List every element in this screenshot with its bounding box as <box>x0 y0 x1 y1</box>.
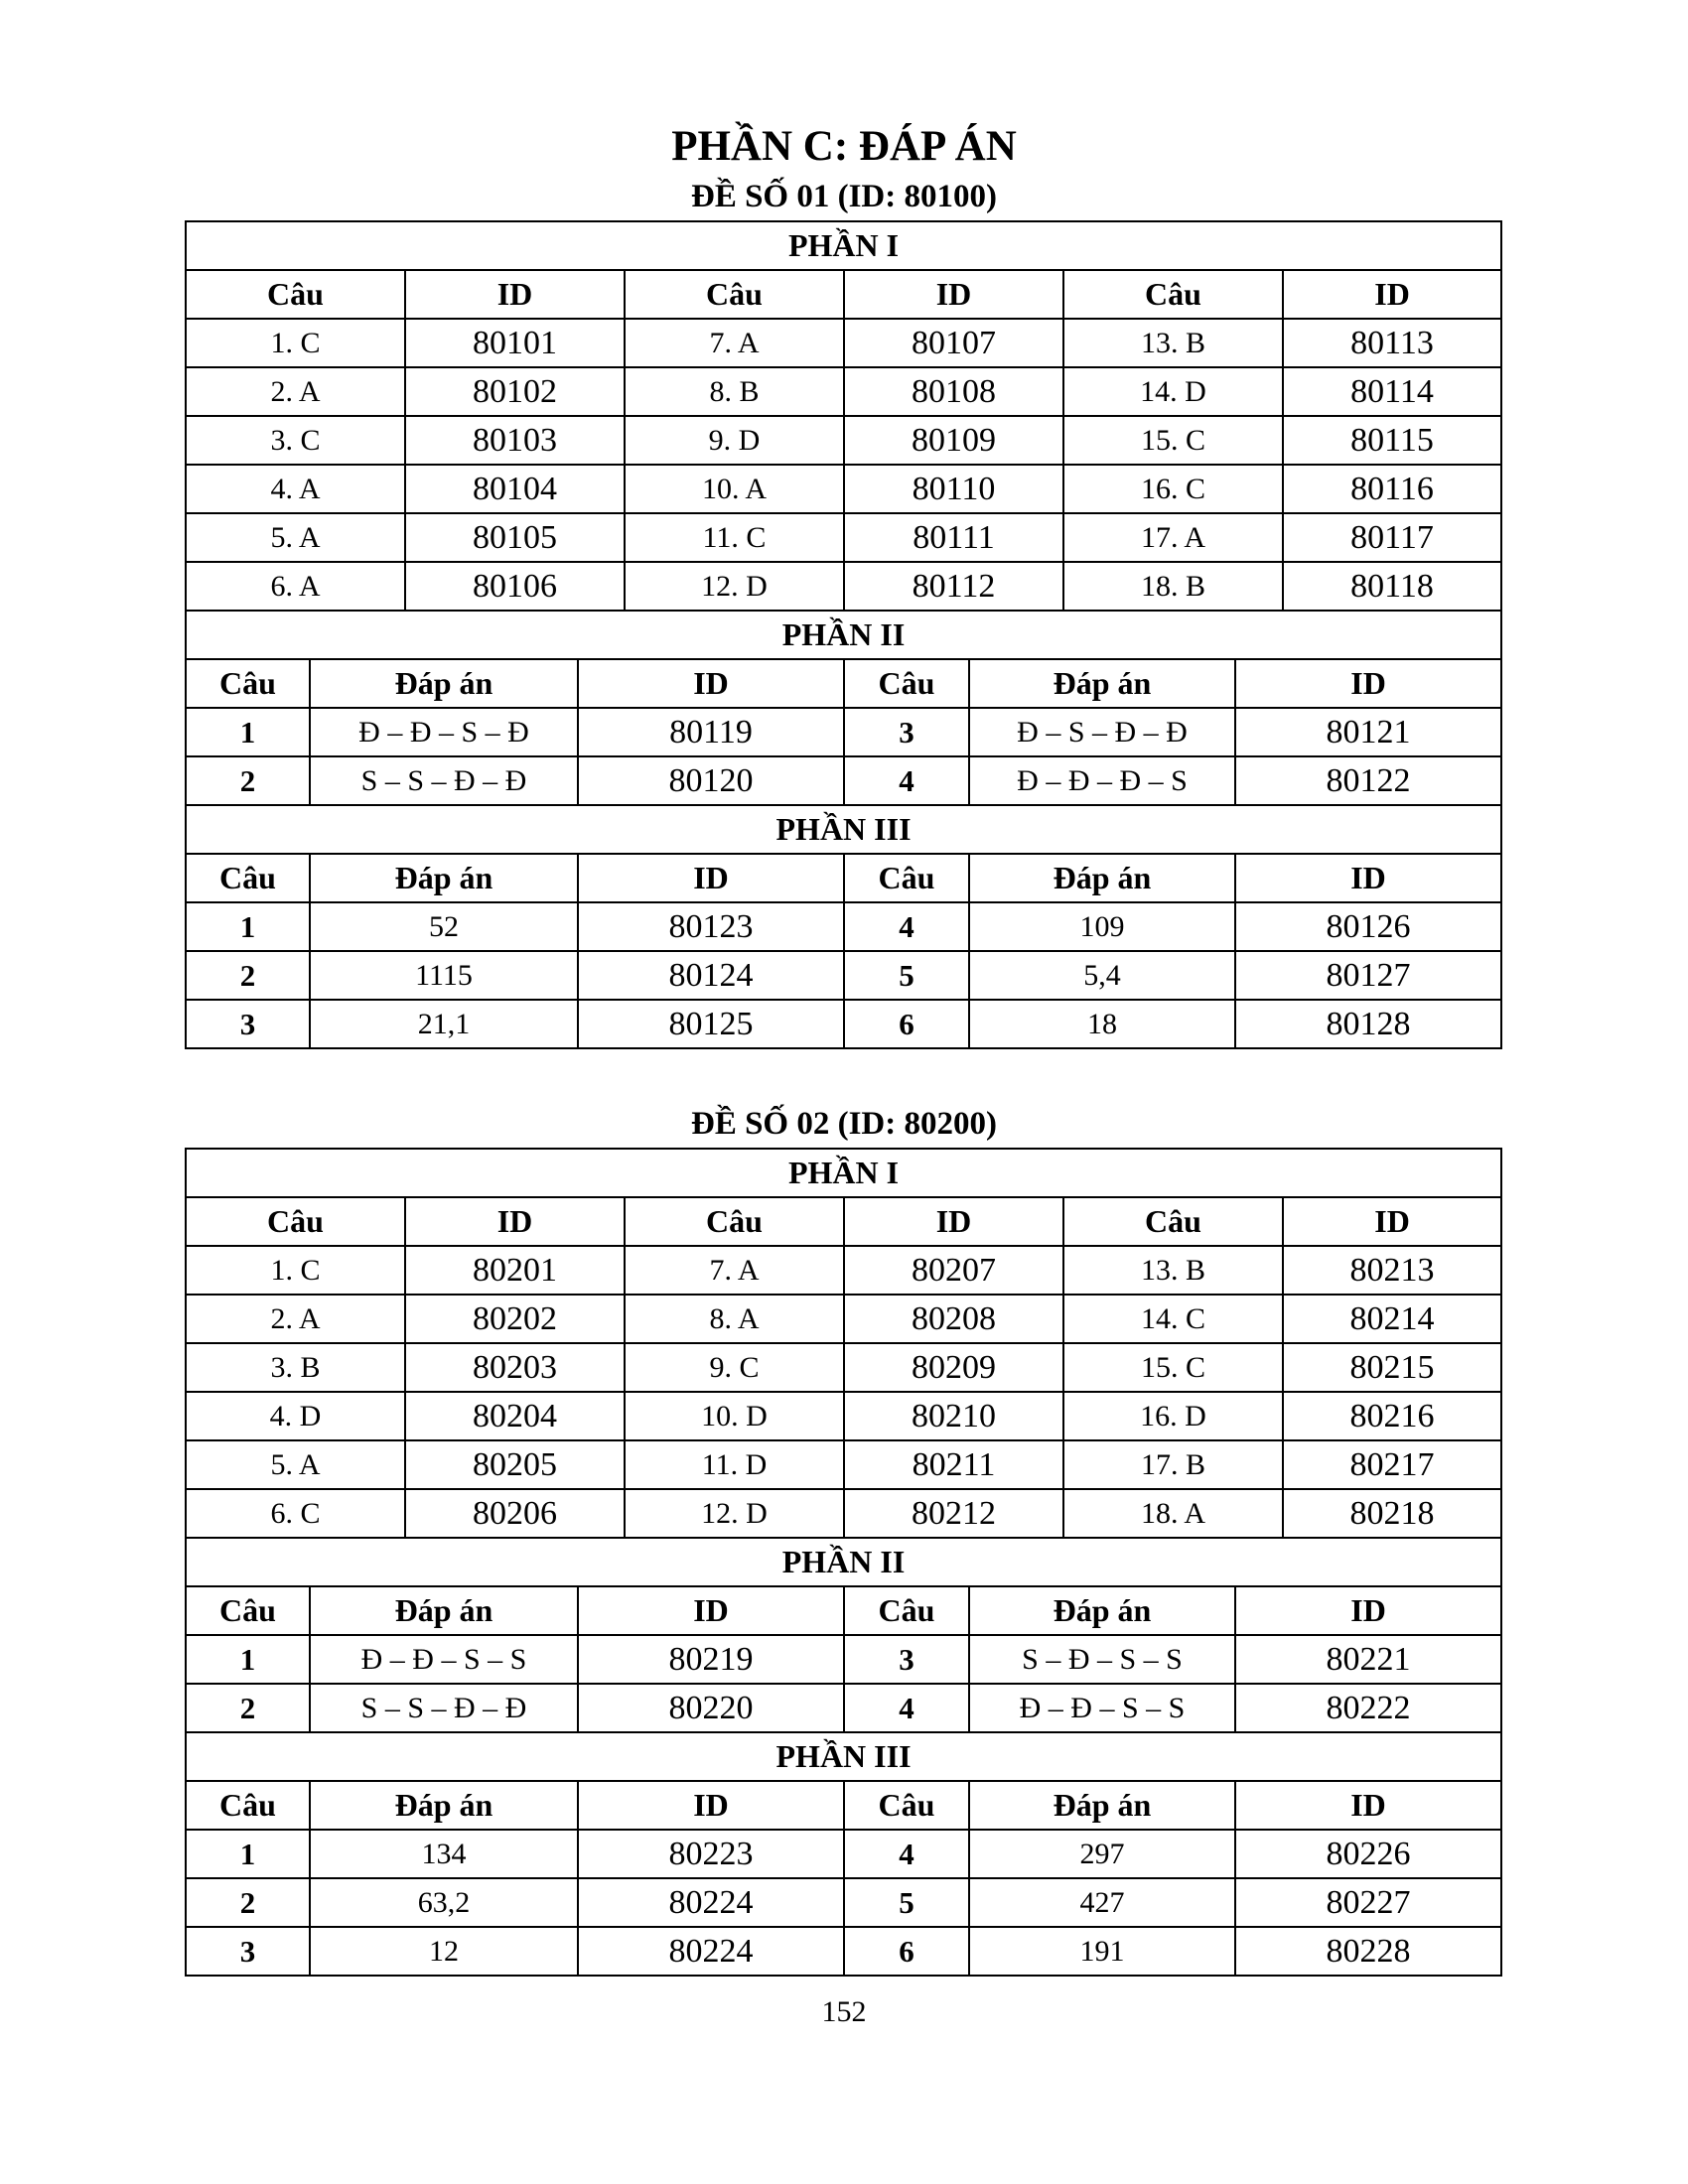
table-row <box>186 1295 1501 1343</box>
question-id: 80107 <box>844 319 1063 367</box>
table-row <box>186 1343 1501 1392</box>
question-id: 80217 <box>1283 1440 1501 1489</box>
column-header: Đáp án <box>310 1586 578 1635</box>
question-id: 80211 <box>844 1440 1063 1489</box>
question-answer: 6. C <box>186 1489 405 1538</box>
table-row <box>186 708 1501 756</box>
question-answer: S – Đ – S – S <box>969 1635 1235 1684</box>
section-title-row <box>186 1733 1501 1781</box>
column-header: Đáp án <box>969 1586 1235 1635</box>
question-id: 80227 <box>1235 1878 1501 1927</box>
question-answer: 15. C <box>1063 416 1283 465</box>
question-answer: S – S – Đ – Đ <box>310 756 578 805</box>
question-number: 4 <box>844 1684 969 1732</box>
table-row <box>186 319 1501 367</box>
header-row <box>186 270 1501 319</box>
question-id: 80103 <box>405 416 625 465</box>
column-header: ID <box>578 1586 844 1635</box>
question-answer: 12 <box>310 1927 578 1976</box>
section-title: PHẦN I <box>186 221 1501 270</box>
column-header: Câu <box>186 1197 405 1246</box>
column-header: ID <box>1235 1586 1501 1635</box>
column-header: ID <box>1235 1781 1501 1830</box>
question-answer: 5. A <box>186 1440 405 1489</box>
question-answer: 10. D <box>625 1392 844 1440</box>
question-id: 80113 <box>1283 319 1501 367</box>
table-row <box>186 1246 1501 1295</box>
question-answer: 4. D <box>186 1392 405 1440</box>
question-number: 5 <box>844 951 969 1000</box>
question-id: 80224 <box>578 1927 844 1976</box>
question-answer: 13. B <box>1063 319 1283 367</box>
question-answer: 11. C <box>625 513 844 562</box>
question-id: 80105 <box>405 513 625 562</box>
question-id: 80118 <box>1283 562 1501 611</box>
question-id: 80109 <box>844 416 1063 465</box>
question-answer: Đ – Đ – S – Đ <box>310 708 578 756</box>
question-answer: 134 <box>310 1830 578 1878</box>
question-id: 80106 <box>405 562 625 611</box>
question-answer: 7. A <box>625 319 844 367</box>
question-answer: 3. C <box>186 416 405 465</box>
table-row <box>186 902 1501 951</box>
column-header: Câu <box>844 1586 969 1635</box>
question-answer: 1115 <box>310 951 578 1000</box>
table-row <box>186 465 1501 513</box>
question-answer: 297 <box>969 1830 1235 1878</box>
table-row <box>186 1878 1501 1927</box>
question-answer: S – S – Đ – Đ <box>310 1684 578 1732</box>
question-id: 80115 <box>1283 416 1501 465</box>
column-header: ID <box>405 1197 625 1246</box>
section-title: PHẦN III <box>186 1733 1501 1781</box>
column-header: Đáp án <box>310 1781 578 1830</box>
question-answer: 9. D <box>625 416 844 465</box>
column-header: Câu <box>186 1586 310 1635</box>
table-row <box>186 1635 1501 1684</box>
table-row <box>186 756 1501 805</box>
question-number: 2 <box>186 951 310 1000</box>
question-number: 4 <box>844 756 969 805</box>
header-row <box>186 854 1501 902</box>
question-id: 80207 <box>844 1246 1063 1295</box>
question-answer: 1. C <box>186 1246 405 1295</box>
question-answer: 52 <box>310 902 578 951</box>
header-row <box>186 1586 1501 1635</box>
column-header: Câu <box>186 854 310 902</box>
question-id: 80114 <box>1283 367 1501 416</box>
column-header: Câu <box>186 270 405 319</box>
question-id: 80206 <box>405 1489 625 1538</box>
question-number: 3 <box>844 708 969 756</box>
answer-key-exam-02 <box>185 1148 1500 1977</box>
question-answer: 63,2 <box>310 1878 578 1927</box>
page-title: PHẦN C: ĐÁP ÁN <box>671 123 1017 170</box>
question-answer: Đ – Đ – S – S <box>310 1635 578 1684</box>
part3-table <box>185 1733 1502 1977</box>
question-id: 80218 <box>1283 1489 1501 1538</box>
question-answer: 14. D <box>1063 367 1283 416</box>
question-answer: 427 <box>969 1878 1235 1927</box>
column-header: Câu <box>844 1781 969 1830</box>
column-header: ID <box>578 659 844 708</box>
question-answer: 2. A <box>186 367 405 416</box>
question-answer: 5. A <box>186 513 405 562</box>
column-header: ID <box>1235 659 1501 708</box>
section-title-row <box>186 806 1501 854</box>
question-number: 3 <box>844 1635 969 1684</box>
question-number: 3 <box>186 1000 310 1048</box>
question-id: 80117 <box>1283 513 1501 562</box>
question-id: 80104 <box>405 465 625 513</box>
question-id: 80219 <box>578 1635 844 1684</box>
question-id: 80125 <box>578 1000 844 1048</box>
section-title-row <box>186 221 1501 270</box>
question-id: 80224 <box>578 1878 844 1927</box>
column-header: Câu <box>844 854 969 902</box>
header-row <box>186 1781 1501 1830</box>
column-header: Câu <box>625 270 844 319</box>
question-id: 80209 <box>844 1343 1063 1392</box>
column-header: Câu <box>844 659 969 708</box>
question-number: 3 <box>186 1927 310 1976</box>
question-id: 80221 <box>1235 1635 1501 1684</box>
question-id: 80128 <box>1235 1000 1501 1048</box>
question-answer: 14. C <box>1063 1295 1283 1343</box>
question-answer: 13. B <box>1063 1246 1283 1295</box>
question-id: 80202 <box>405 1295 625 1343</box>
section-title-row <box>186 1149 1501 1197</box>
question-id: 80116 <box>1283 465 1501 513</box>
table-row <box>186 1830 1501 1878</box>
table-row <box>186 1000 1501 1048</box>
question-number: 1 <box>186 708 310 756</box>
column-header: ID <box>844 270 1063 319</box>
column-header: Câu <box>186 659 310 708</box>
column-header: ID <box>1283 270 1501 319</box>
question-answer: 17. A <box>1063 513 1283 562</box>
question-answer: 6. A <box>186 562 405 611</box>
question-id: 80228 <box>1235 1927 1501 1976</box>
question-id: 80108 <box>844 367 1063 416</box>
question-answer: 10. A <box>625 465 844 513</box>
column-header: Đáp án <box>969 854 1235 902</box>
column-header: Câu <box>1063 270 1283 319</box>
part1-table <box>185 220 1502 612</box>
question-id: 80123 <box>578 902 844 951</box>
question-number: 2 <box>186 1684 310 1732</box>
question-answer: 191 <box>969 1927 1235 1976</box>
column-header: ID <box>578 854 844 902</box>
question-id: 80101 <box>405 319 625 367</box>
column-header: ID <box>844 1197 1063 1246</box>
question-number: 1 <box>186 1635 310 1684</box>
question-answer: 5,4 <box>969 951 1235 1000</box>
question-id: 80127 <box>1235 951 1501 1000</box>
question-id: 80215 <box>1283 1343 1501 1392</box>
column-header: Câu <box>186 1781 310 1830</box>
question-id: 80214 <box>1283 1295 1501 1343</box>
question-id: 80111 <box>844 513 1063 562</box>
question-answer: 9. C <box>625 1343 844 1392</box>
question-answer: 21,1 <box>310 1000 578 1048</box>
column-header: ID <box>1283 1197 1501 1246</box>
exam-title: ĐỀ SỐ 01 (ID: 80100) <box>690 179 997 214</box>
question-id: 80222 <box>1235 1684 1501 1732</box>
section-title: PHẦN III <box>186 806 1501 854</box>
question-id: 80226 <box>1235 1830 1501 1878</box>
question-number: 5 <box>844 1878 969 1927</box>
section-title-row <box>186 1539 1501 1586</box>
question-id: 80102 <box>405 367 625 416</box>
column-header: ID <box>405 270 625 319</box>
exam-title: ĐỀ SỐ 02 (ID: 80200) <box>690 1106 997 1142</box>
question-id: 80204 <box>405 1392 625 1440</box>
question-answer: 16. D <box>1063 1392 1283 1440</box>
question-answer: 2. A <box>186 1295 405 1343</box>
header-row <box>186 1197 1501 1246</box>
question-answer: 4. A <box>186 465 405 513</box>
question-id: 80203 <box>405 1343 625 1392</box>
column-header: Đáp án <box>310 659 578 708</box>
question-id: 80208 <box>844 1295 1063 1343</box>
column-header: Đáp án <box>310 854 578 902</box>
question-answer: 16. C <box>1063 465 1283 513</box>
question-answer: 18 <box>969 1000 1235 1048</box>
table-row <box>186 367 1501 416</box>
question-answer: 18. B <box>1063 562 1283 611</box>
table-row <box>186 1927 1501 1976</box>
question-id: 80213 <box>1283 1246 1501 1295</box>
question-answer: 12. D <box>625 1489 844 1538</box>
column-header: Câu <box>625 1197 844 1246</box>
question-id: 80216 <box>1283 1392 1501 1440</box>
question-answer: 7. A <box>625 1246 844 1295</box>
question-answer: 1. C <box>186 319 405 367</box>
question-number: 6 <box>844 1927 969 1976</box>
question-id: 80112 <box>844 562 1063 611</box>
question-answer: Đ – Đ – S – S <box>969 1684 1235 1732</box>
question-id: 80124 <box>578 951 844 1000</box>
table-row <box>186 1489 1501 1538</box>
table-row <box>186 1392 1501 1440</box>
question-id: 80210 <box>844 1392 1063 1440</box>
question-id: 80205 <box>405 1440 625 1489</box>
page-number: 152 <box>821 1995 867 2028</box>
table-row <box>186 951 1501 1000</box>
question-answer: 11. D <box>625 1440 844 1489</box>
answer-key-exam-01 <box>185 220 1500 1049</box>
question-answer: 3. B <box>186 1343 405 1392</box>
question-answer: Đ – S – Đ – Đ <box>969 708 1235 756</box>
question-id: 80212 <box>844 1489 1063 1538</box>
question-id: 80121 <box>1235 708 1501 756</box>
question-id: 80119 <box>578 708 844 756</box>
section-title: PHẦN II <box>186 612 1501 659</box>
section-title: PHẦN I <box>186 1149 1501 1197</box>
question-answer: 17. B <box>1063 1440 1283 1489</box>
question-answer: Đ – Đ – Đ – S <box>969 756 1235 805</box>
column-header: Đáp án <box>969 1781 1235 1830</box>
question-id: 80201 <box>405 1246 625 1295</box>
question-number: 4 <box>844 902 969 951</box>
question-id: 80220 <box>578 1684 844 1732</box>
question-id: 80120 <box>578 756 844 805</box>
part2-table <box>185 612 1502 806</box>
column-header: ID <box>1235 854 1501 902</box>
table-row <box>186 562 1501 611</box>
question-answer: 15. C <box>1063 1343 1283 1392</box>
section-title: PHẦN II <box>186 1539 1501 1586</box>
question-id: 80223 <box>578 1830 844 1878</box>
section-title-row <box>186 612 1501 659</box>
column-header: Câu <box>1063 1197 1283 1246</box>
question-number: 2 <box>186 1878 310 1927</box>
column-header: ID <box>578 1781 844 1830</box>
column-header: Đáp án <box>969 659 1235 708</box>
question-id: 80110 <box>844 465 1063 513</box>
table-row <box>186 1440 1501 1489</box>
question-id: 80126 <box>1235 902 1501 951</box>
question-number: 1 <box>186 1830 310 1878</box>
part1-table <box>185 1148 1502 1539</box>
header-row <box>186 659 1501 708</box>
question-answer: 18. A <box>1063 1489 1283 1538</box>
question-answer: 8. B <box>625 367 844 416</box>
part2-table <box>185 1539 1502 1733</box>
question-number: 1 <box>186 902 310 951</box>
table-row <box>186 416 1501 465</box>
question-number: 2 <box>186 756 310 805</box>
question-number: 6 <box>844 1000 969 1048</box>
question-answer: 109 <box>969 902 1235 951</box>
question-answer: 12. D <box>625 562 844 611</box>
question-number: 4 <box>844 1830 969 1878</box>
question-id: 80122 <box>1235 756 1501 805</box>
table-row <box>186 1684 1501 1732</box>
part3-table <box>185 806 1502 1049</box>
question-answer: 8. A <box>625 1295 844 1343</box>
table-row <box>186 513 1501 562</box>
